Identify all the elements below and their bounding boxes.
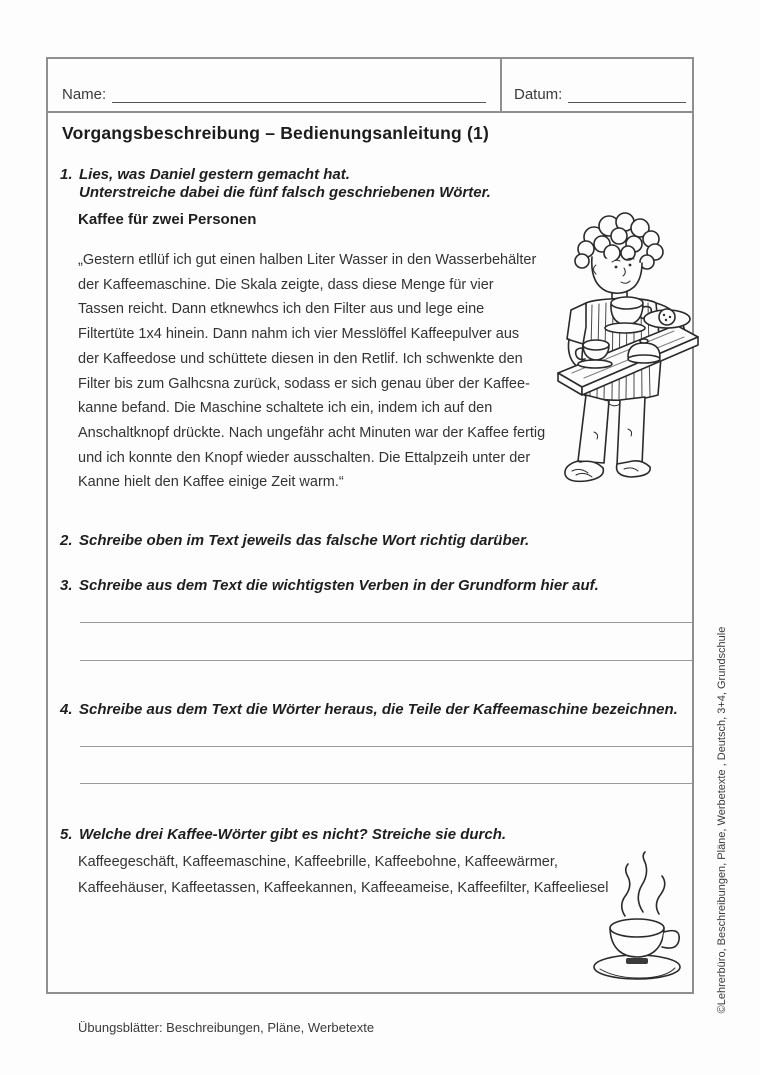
task-2-number: 2.: [60, 532, 73, 549]
story-text: [78, 248, 550, 495]
story-line: Filter bis zum Galhcsna zurück, sodass er sich genau über der Kaffee-: [78, 375, 530, 392]
story-line: Anschaltknopf drückte. Nach ungefähr acht Minuten war der Kaffee fertig: [78, 424, 546, 441]
story-line: kanne befand. Die Maschine schaltete ich ein, indem ich auf den: [78, 400, 493, 417]
task-3-answer-line-2[interactable]: [80, 660, 692, 661]
task-1: [60, 166, 560, 201]
coffee-cup-illustration: [585, 850, 697, 992]
task-4-number: 4.: [60, 701, 73, 718]
story-line: Filtertüte 1x4 hinein. Dann nahm ich vier Messlöffel Kaffeepulver aus: [78, 326, 520, 343]
story-line: der Kaffeedose und schüttete diesen in den Retlif. Ich schwenkte den: [78, 350, 523, 367]
page-title: Vorgangsbeschreibung – Bedienungsanleitung (1): [62, 123, 489, 143]
task-5-word-list: [78, 849, 638, 901]
word-list-line: Kaffeehäuser, Kaffeetassen, Kaffeekannen, Kaffeeameise, Kaffeefilter, Kaffeeliesel: [78, 880, 609, 896]
task-3: [60, 577, 660, 595]
story-line: und ich konnte den Knopf wieder ausschalten. Die Ettalpzeih unter der: [78, 449, 531, 466]
boy-with-tray-illustration: [524, 207, 709, 492]
boy-face: [592, 257, 642, 293]
task-4-answer-line-2[interactable]: [80, 783, 692, 784]
copyright-sidebar: ©Lehrerbüro, Beschreibungen, Pläne, Werbetexte , Deutsch, 3+4, Grundschule: [716, 626, 728, 1014]
task-5-text: Welche drei Kaffee-Wörter gibt es nicht? Streiche sie durch.: [79, 826, 507, 843]
story-line: der Kaffeemaschine. Die Skala zeigte, dass diese Menge für vier: [78, 276, 494, 293]
datum-field: [514, 85, 686, 103]
task-3-number: 3.: [60, 577, 73, 594]
story-heading: Kaffee für zwei Personen: [78, 211, 257, 228]
cup-handle: [662, 931, 679, 948]
steam-lines: [622, 852, 665, 916]
boy-left-leg: [578, 395, 609, 463]
worksheet-frame: [46, 57, 694, 994]
story-line: „Gestern etllüf ich gut einen halben Liter Wasser in den Wasserbehälter: [78, 252, 537, 268]
task-5: [60, 826, 620, 844]
header-divider: [500, 59, 502, 113]
task-4-answer-line-1[interactable]: [80, 746, 692, 747]
cup-rim: [610, 919, 664, 937]
task-1-text: Lies, was Daniel gestern gemacht hat. Unterstreiche dabei die fünf falsch geschriebenen Wörter.: [79, 166, 491, 201]
story-line: Kanne hielt den Kaffee einige Zeit warm.“: [78, 474, 344, 491]
task-1-number: 1.: [60, 166, 73, 183]
name-label: Name:: [62, 86, 107, 103]
story-line: Tassen reicht. Dann etknewhcs ich den Filter aus und lege eine: [78, 301, 485, 318]
datum-label: Datum:: [514, 86, 563, 103]
cup-base: [626, 958, 648, 964]
task-2: [60, 532, 620, 550]
task-3-text: Schreibe aus dem Text die wichtigsten Verben in der Grundform hier auf.: [79, 577, 599, 594]
task-4: [60, 701, 680, 719]
task-4-text: Schreibe aus dem Text die Wörter heraus, die Teile der Kaffeemaschine bezeichnen.: [79, 701, 678, 718]
word-list-line: Kaffeegeschäft, Kaffeemaschine, Kaffeebrille, Kaffeebohne, Kaffeewärmer,: [78, 854, 558, 870]
task-2-text: Schreibe oben im Text jeweils das falsche Wort richtig darüber.: [79, 532, 530, 549]
task-5-number: 5.: [60, 826, 73, 843]
name-field: [62, 85, 486, 103]
name-input-line[interactable]: [112, 85, 486, 103]
task-3-answer-line-1[interactable]: [80, 622, 692, 623]
datum-input-line[interactable]: [568, 85, 686, 103]
footer-series-label: Übungsblätter: Beschreibungen, Pläne, Werbetexte: [78, 1020, 375, 1035]
